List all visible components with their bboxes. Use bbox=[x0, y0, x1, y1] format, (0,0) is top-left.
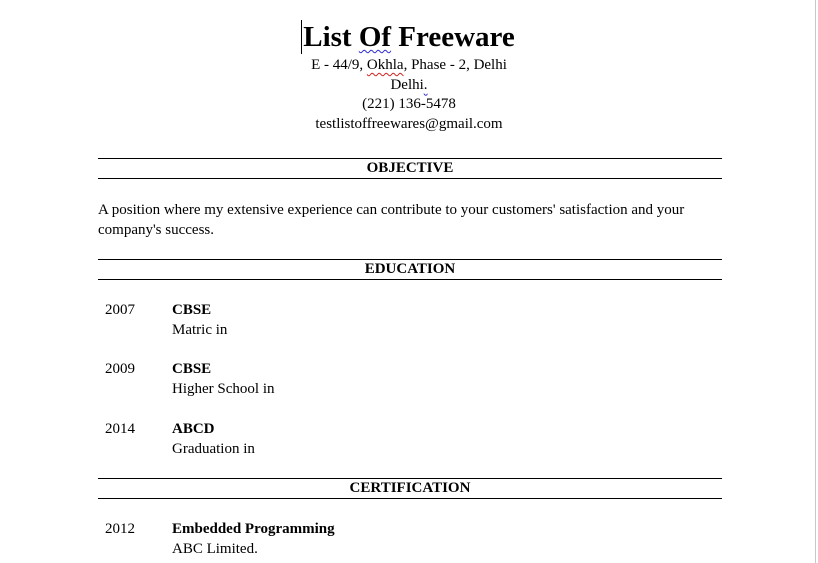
entry-subtitle: Higher School in bbox=[172, 381, 275, 397]
city-line: Delhi. bbox=[390, 76, 428, 93]
name-last: Freeware bbox=[391, 21, 515, 53]
entry-title: ABCD bbox=[172, 421, 215, 437]
name-first: List bbox=[303, 21, 359, 53]
city-spell-mark[interactable]: . bbox=[423, 76, 428, 93]
address-line: E - 44/9, Okhla, Phase - 2, Delhi bbox=[311, 57, 507, 73]
entry-subtitle: Matric in bbox=[172, 322, 228, 338]
entry-year: 2012 bbox=[105, 521, 135, 537]
resume-name[interactable] bbox=[303, 18, 515, 56]
phone-line: (221) 136-5478 bbox=[362, 96, 456, 112]
entry-title: CBSE bbox=[172, 302, 212, 318]
entry-year: 2009 bbox=[105, 361, 135, 377]
entry-title: CBSE bbox=[172, 361, 212, 377]
email-line: testlistoffreewares@gmail.com bbox=[315, 115, 503, 132]
objective-heading: OBJECTIVE bbox=[98, 158, 722, 179]
certification-heading: CERTIFICATION bbox=[98, 478, 722, 499]
name-misspelled-word[interactable]: Of bbox=[358, 21, 392, 53]
entry-subtitle: ABC Limited. bbox=[172, 541, 258, 557]
entry-title: Embedded Programming bbox=[172, 521, 335, 537]
education-heading: EDUCATION bbox=[98, 259, 722, 280]
objective-text: A position where my extensive experience can contribute to your customers' satisfaction and your company's success. bbox=[98, 202, 685, 238]
entry-year: 2007 bbox=[105, 302, 135, 318]
resume-header bbox=[0, 18, 818, 134]
entry-year: 2014 bbox=[105, 421, 135, 437]
address-misspelled-word[interactable]: Okhla bbox=[366, 57, 404, 73]
entry-subtitle: Graduation in bbox=[172, 441, 255, 457]
text-cursor bbox=[301, 20, 302, 54]
